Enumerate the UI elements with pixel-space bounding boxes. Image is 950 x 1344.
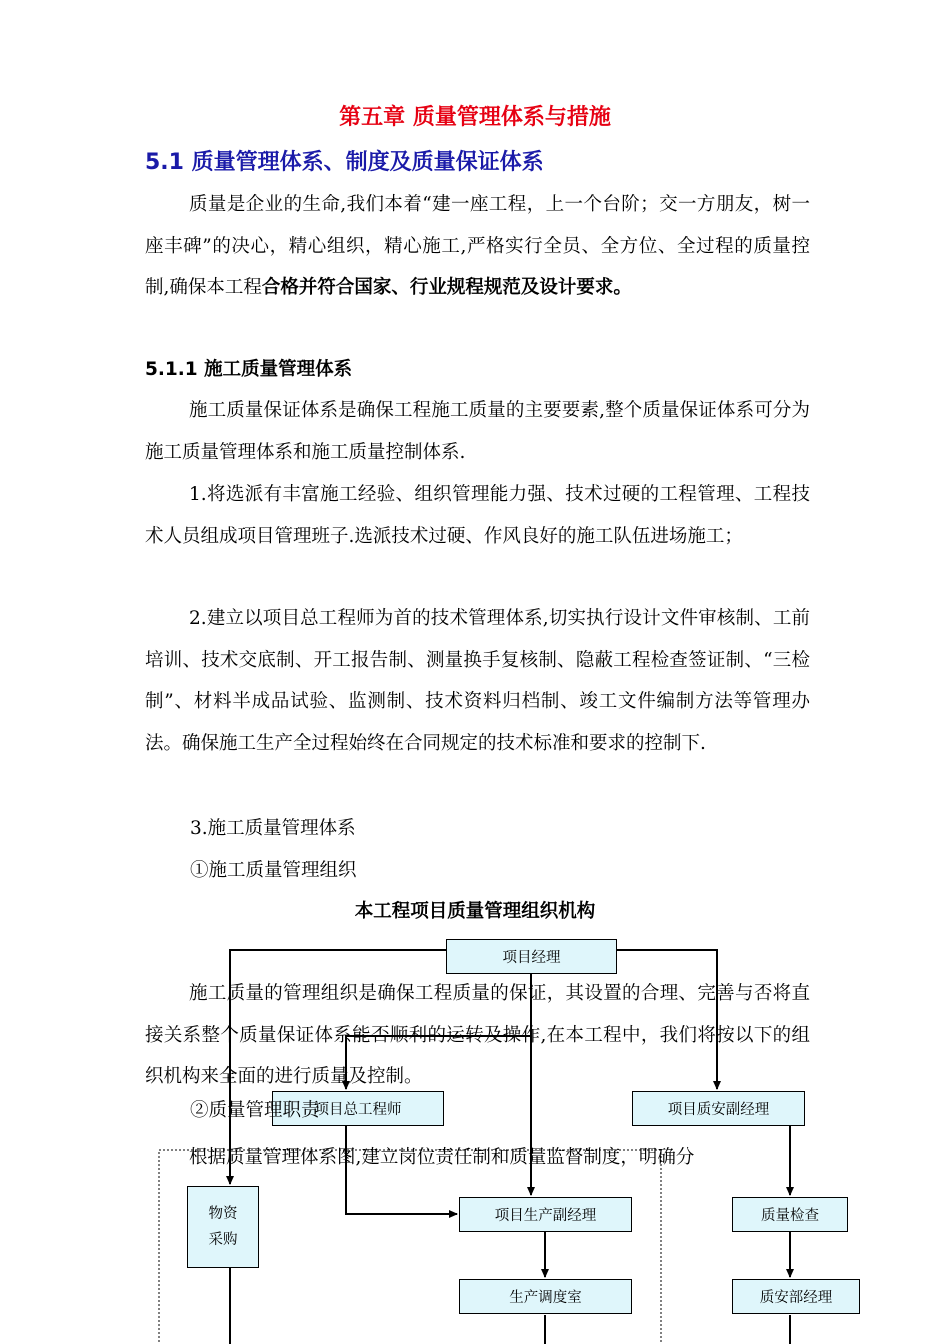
box-dispatch-room-label: 生产调度室 <box>509 1290 582 1306</box>
box-production-deputy <box>459 1197 632 1232</box>
box-qs-deputy-manager-label: 项目质安副经理 <box>667 1102 770 1118</box>
intro-text: 质量是企业的生命,我们本着“建一座工程，上一个台阶；交一方朋友，树一座丰碑”的决心，精心组织，精心施工,严格实行全员、全方位、全过程的质量控制,确保本工程 <box>145 194 810 298</box>
chapter-title: 第五章 质量管理体系与措施 <box>339 105 611 130</box>
item-3-2-heading: ②质量管理职责 <box>190 1100 320 1121</box>
intro-paragraph <box>145 184 810 309</box>
box-project-manager <box>446 939 617 974</box>
section-title: 5.1 质量管理体系、制度及质量保证体系 <box>145 150 544 175</box>
system-paragraph: 施工质量保证体系是确保工程施工质量的主要要素,整个质量保证体系可分为施工质量管理体系和施工质量控制体系. <box>145 400 810 463</box>
box-qs-dept-manager <box>732 1279 860 1314</box>
item-2-paragraph: 2.建立以项目总工程师为首的技术管理体系,切实执行设计文件审核制、工前培训、技术交底制、开工报告制、测量换手复核制、隐蔽工程检查签证制、“三检制”、材料半成品试验、监测制、技术资料归档制、竣工文件编制方法等管理办法。确保施工生产全过程始终在合同规定的技术标准和要求的控制下. <box>145 608 810 754</box>
box-qs-dept-manager-label: 质安部经理 <box>759 1290 833 1306</box>
item-3-1-heading: ①施工质量管理组织 <box>190 860 357 881</box>
box-procurement <box>187 1186 259 1268</box>
subsection-title: 5.1.1 施工质量管理体系 <box>145 359 353 380</box>
intro-bold-text: 合格并符合国家、行业规程规范及设计要求。 <box>261 277 632 298</box>
box-procurement-line2: 采购 <box>208 1232 238 1248</box>
box-chief-engineer-label: 项目总工程师 <box>314 1102 402 1118</box>
box-production-deputy-label: 项目生产副经理 <box>494 1208 597 1224</box>
box-quality-check-label: 质量检查 <box>761 1208 819 1224</box>
item-1-paragraph: 1.将选派有丰富施工经验、组织管理能力强、技术过硬的工程管理、工程技术人员组成项目管理班子.选派技术过硬、作风良好的施工队伍进场施工； <box>145 484 810 547</box>
duty-paragraph: 根据质量管理体系图,建立岗位责任制和质量监督制度，明确分 <box>189 1147 695 1168</box>
org-chart-title: 本工程项目质量管理组织机构 <box>354 901 596 922</box>
item-3-heading: 3.施工质量管理体系 <box>190 818 356 839</box>
org-paragraph: 施工质量的管理组织是确保工程质量的保证，其设置的合理、完善与否将直接关系整个质量保证体系能否顺利的运转及操作,在本工程中，我们将按以下的组织机构来全面的进行质量及控制。 <box>145 983 810 1087</box>
box-dispatch-room <box>459 1279 632 1314</box>
box-procurement-line1: 物资 <box>208 1206 238 1222</box>
box-project-manager-label: 项目经理 <box>502 950 561 966</box>
box-quality-check <box>732 1197 848 1232</box>
